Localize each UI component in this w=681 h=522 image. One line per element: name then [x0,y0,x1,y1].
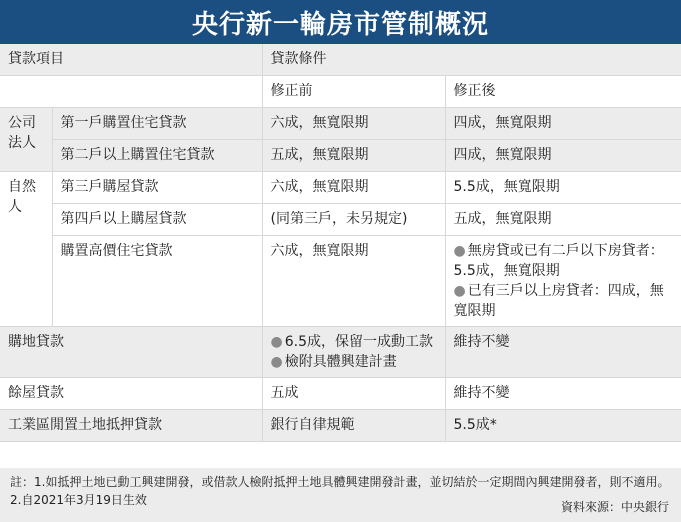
header-after: 修正後 [445,76,681,108]
row-item: 購地貸款 [0,327,262,378]
row-before: 五成，無寬限期 [262,140,445,172]
regulation-table [0,44,681,442]
source-credit: 資料來源：中央銀行 [560,500,669,514]
header-conditions: 貸款條件 [262,44,681,76]
table-row [0,327,681,378]
bullet-item: ● 無房貸或已有二戶以下房貸者：5.5成，無寬限期 [453,243,664,279]
row-after: 四成，無寬限期 [445,108,681,140]
footnote-text: 註：1.如抵押土地已動工興建開發，或借款人檢附抵押土地具體興建開發計畫，並切結於一定期間內興建開發者，則不適用。2.自2021年3月19日生效 [10,475,670,507]
table-row [0,108,681,140]
row-after: 5.5成，無寬限期 [445,172,681,204]
table-row [0,204,681,236]
bullet-icon: ● [453,243,466,259]
row-item: 購置高價住宅貸款 [52,236,262,327]
table-subheader-row [0,76,681,108]
row-item: 工業區閒置土地抵押貸款 [0,410,262,442]
group-natural: 自然 人 [0,172,52,327]
row-before-bullets [262,327,445,378]
subheader-blank [0,76,262,108]
table-row [0,236,681,327]
row-after: 維持不變 [445,327,681,378]
row-after-bullets [445,236,681,327]
row-after: 五成，無寬限期 [445,204,681,236]
row-after: 四成，無寬限期 [445,140,681,172]
row-before: 六成，無寬限期 [262,108,445,140]
bullet-icon: ● [270,334,283,350]
header-item: 貸款項目 [0,44,262,76]
row-item: 第三戶購屋貸款 [52,172,262,204]
footnote-area [0,468,681,522]
row-item: 第四戶以上購屋貸款 [52,204,262,236]
row-before: 六成，無寬限期 [262,172,445,204]
table-row [0,140,681,172]
page-title: 央行新一輪房市管制概況 [0,0,681,44]
row-item: 第一戶購置住宅貸款 [52,108,262,140]
row-item: 餘屋貸款 [0,378,262,410]
row-item: 第二戶以上購置住宅貸款 [52,140,262,172]
row-before: 六成，無寬限期 [262,236,445,327]
table-row [0,410,681,442]
bullet-item: ● 已有三戶以上房貸者：四成，無寬限期 [453,283,664,319]
header-before: 修正前 [262,76,445,108]
row-before: 五成 [262,378,445,410]
row-after: 5.5成* [445,410,681,442]
table-row [0,172,681,204]
bullet-item: ● 6.5成，保留一成動工款 [270,334,433,350]
row-before: (同第三戶，未另規定) [262,204,445,236]
bullet-icon: ● [270,354,283,370]
table-header-row [0,44,681,76]
row-before: 銀行自律規範 [262,410,445,442]
bullet-item: ● 檢附具體興建計畫 [270,354,397,370]
row-after: 維持不變 [445,378,681,410]
bullet-icon: ● [453,283,466,299]
table-row [0,378,681,410]
group-corporate: 公司 法人 [0,108,52,172]
